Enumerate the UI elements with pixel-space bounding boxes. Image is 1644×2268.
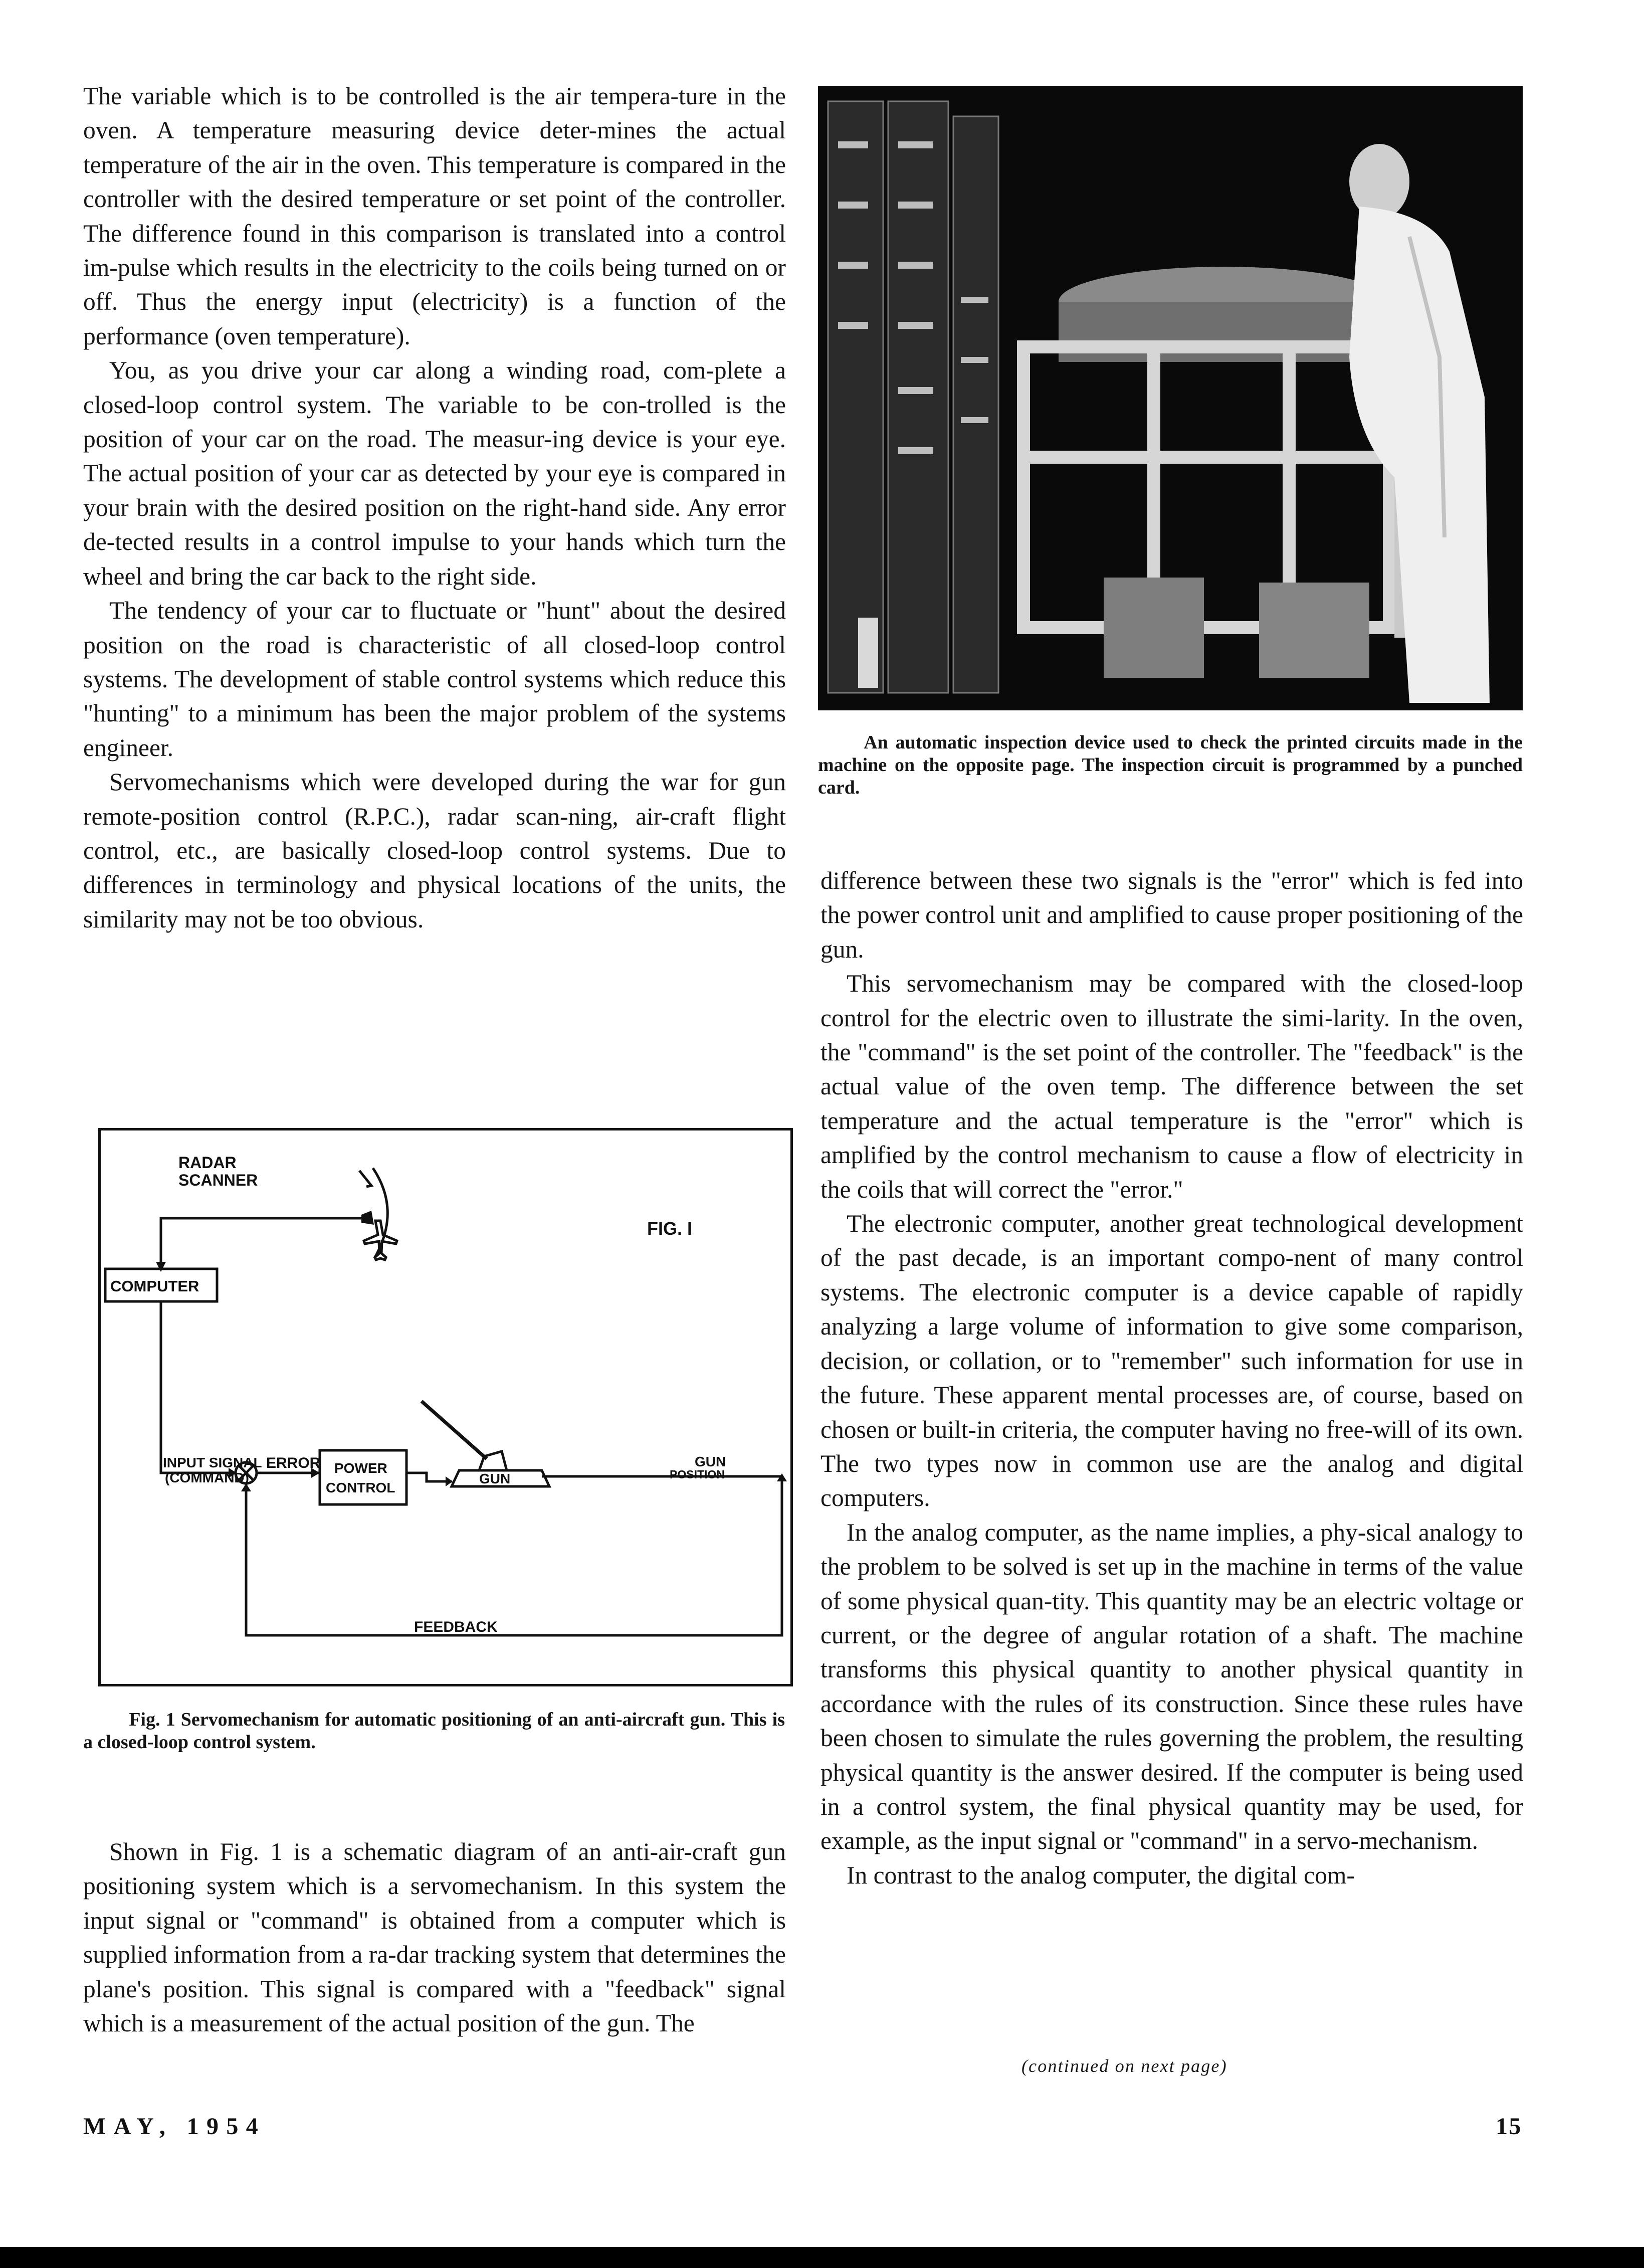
input-signal-label: INPUT SIGNAL [163,1455,262,1470]
paragraph: Servomechanisms which were developed during the war for gun remote-position control (R.P.C.), radar scan-ning, air-craft flight control, etc., are basically closed-loop control systems. Due to differences in terminology and physical locations of the units, the similarity may not be too obvious. [83,768,786,933]
photo-caption: An automatic inspection device used to check the printed circuits made in the machine on the opposite page. The inspection circuit is programmed by a punched card. [818,732,1523,798]
paragraph: The electronic computer, another great technological development of the past decade, is an important compo-nent of many control systems. The electronic computer is a device capable of rapidly analyzing a large volume of information to give some comparison, decision, or collation, or to "remember" such information for use in the future. These apparent mental processes are, of course, based on chosen or built-in criteria, the computer having no free-will of its own. The two types now in common use are the analog and digital computers. [820,1210,1523,1512]
command-label: (COMMAND) [165,1470,249,1485]
gun-position-label-1: GUN [695,1454,726,1469]
fig-label: FIG. I [647,1218,692,1239]
photo-illustration [818,86,1523,710]
gun-label: GUN [479,1471,511,1486]
paragraph: The tendency of your car to fluctuate or "hunt" about the desired position on the road is characteristic of all closed-loop control systems. The development of stable control systems which reduce this "hunting" to a minimum has been the major problem of the systems engineer. [83,597,786,762]
paragraph: difference between these two signals is the "error" which is fed into the power control unit and amplified to cause proper positioning of the gun. [820,867,1523,963]
paragraph: You, as you drive your car along a winding road, com-plete a closed-loop control system. The variable to be con-trolled is the position of your car on the road. The measur-ing device is your eye. The actual position of your car as detected by your eye is compared in your brain with the desired position on the right-hand side. Any error de-tected results in a control impulse to your hands which turn the wheel and bring the car back to the right side. [83,356,786,590]
paragraph: Shown in Fig. 1 is a schematic diagram of an anti-air-craft gun positioning system which is a servomechanism. In this system the input signal or "command" is obtained from a computer which is supplied information from a ra-dar tracking system that determines the plane's position. This signal is compared with a "feedback" signal which is a measurement of the actual position of the gun. The [83,1838,786,2037]
scan-edge [0,2247,1644,2268]
page-number: 15 [1496,2113,1522,2140]
servomechanism-diagram [101,1130,790,1684]
left-column-top [83,79,786,936]
paragraph: In the analog computer, as the name implies, a phy-sical analogy to the problem to be solved is set up in the machine in terms of the value of some physical quan-tity. This quantity may be an electric voltage or current, or the degree of angular rotation of a shaft. The machine transforms this physical quantity to another physical quantity in accordance with the rules of its construction. Since these rules have been chosen to simulate the rules governing the problem, the resulting physical quantity is the answer desired. If the computer is being used in a control system, the final physical quantity may be used, for example, as the input signal or "command" in a servo-mechanism. [820,1518,1523,1855]
radar-pointer [359,1171,371,1187]
continued-note: (continued on next page) [1021,2056,1227,2076]
power-label: POWER [334,1460,387,1476]
right-column [820,864,1523,1893]
gun-position-label-2: POSITION [670,1468,725,1481]
left-column-bottom [83,1835,786,2040]
error-label: ERROR [266,1455,321,1471]
paragraph: The variable which is to be controlled is the air tempera-ture in the oven. A temperature measuring device deter-mines the actual temperature of the air in the oven. This temperature is compared in the controller with the desired temperature or set point of the controller. The difference found in this comparison is translated into a control im-pulse which results in the electricity to the coils being turned on or off. Thus the energy input (electricity) is a function of the performance (oven temperature). [83,82,786,350]
airplane-icon [364,1221,397,1260]
gun-barrel [422,1401,487,1459]
paragraph: This servomechanism may be compared with the closed-loop control for the electric oven to illustrate the simi-larity. In the oven, the "command" is the set point of the controller. The "feedback" is the actual value of the oven temp. The difference between the set temperature and the actual temperature is the "error" which is amplified by the control mechanism to cause a flow of electricity in the coils that will correct the "error." [820,970,1523,1203]
power-control-box [320,1450,406,1504]
radar-label: RADAR [178,1154,237,1172]
inspection-device-photo [818,86,1523,710]
figure-1-diagram [98,1128,793,1686]
feedback-label: FEEDBACK [414,1619,498,1635]
scanner-label: SCANNER [178,1171,258,1189]
computer-label: COMPUTER [110,1277,199,1295]
figure-1-caption: Fig. 1 Servomechanism for automatic positioning of an anti-aircraft gun. This is a closed-loop control system. [83,1709,785,1753]
paragraph: In contrast to the analog computer, the digital com- [846,1861,1355,1889]
footer-date: MAY, 1954 [83,2113,266,2140]
control-label: CONTROL [326,1480,395,1495]
